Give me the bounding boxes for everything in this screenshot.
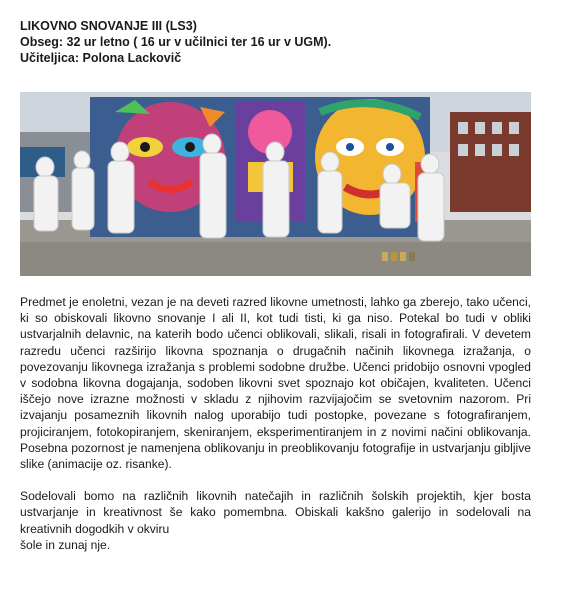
paragraph-2-tail: šole in zunaj nje. <box>20 537 111 552</box>
course-teacher: Učiteljica: Polona Lackovič <box>20 51 182 65</box>
description-paragraph-2 <box>20 488 531 553</box>
description-paragraph-1: Predmet je enoletni, vezan je na deveti razred likovne umetnosti, lahko ga zberejo, tako učenci, ki so obiskovali likovno snovanje I ali II, kot tudi tisti, ki ga niso. Potekal bo tudi v obliki ustvarjalnih delavnic, na katerih bodo učenci oblikovali, slikali, risali in fotografirali. V devetem razredu učenci razširijo likovna spoznanja o drugačnih načinih likovnega izražanja, o povezovanju likovnega izražanja s problemi sodobne družbe. Učenci pridobijo osnovni vpogled v sodobna likovna dogajanja, sodoben likovni svet spoznajo kot običajen, kvaliteten. Učenci iščejo nove izrazne možnosti v skladu z njihovim razvijajočim se svetovnim nazorom. Pri izvajanju posameznih likovnih nalog uporabijo tudi postopke, povezane s fotografiranjem, projiciranjem, fotokopiranjem, skeniranjem, eksperimentiranjem in z novimi načini oblikovanja. Posebna pozornost je namenjena oblikovanju in preoblikovanju fotografije in ustvarjanju gibljive slike (animacije oz. risanke). <box>20 295 531 472</box>
course-scope: Obseg: 32 ur letno ( 16 ur v učilnici ter 16 ur v UGM). <box>20 35 332 49</box>
paragraph-2-main: Sodelovali bomo na različnih likovnih natečajih in različnih šolskih projektih, kjer bosta ustvarjanje in kreativnost še kako pomembna. Obiskali kakšno galerijo in sodelovali na kreativnih dogodkih v okviru <box>20 489 531 536</box>
course-description <box>20 294 531 553</box>
document-header <box>20 18 560 66</box>
mural-painting-photo <box>20 92 531 276</box>
course-title: LIKOVNO SNOVANJE III (LS3) <box>20 19 197 33</box>
